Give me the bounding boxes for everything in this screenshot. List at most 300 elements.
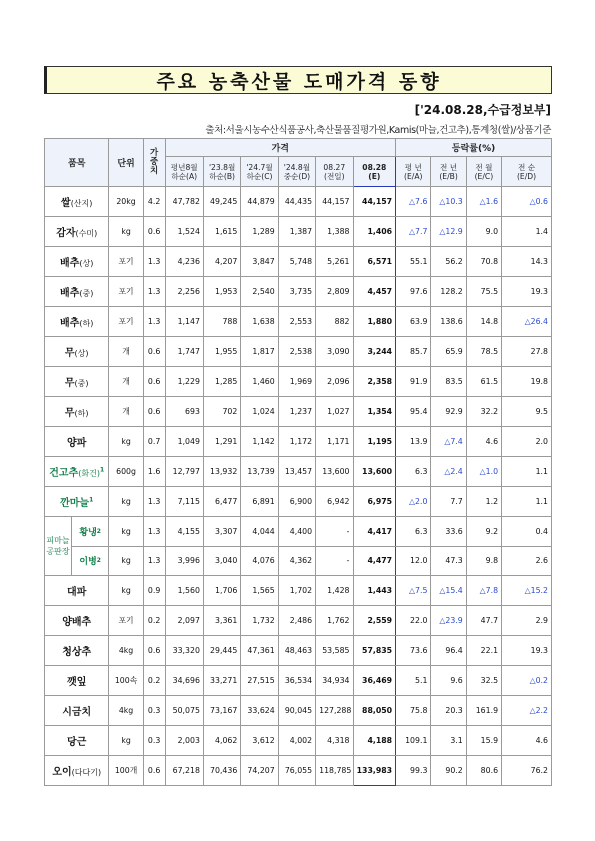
price-cell: 1,229 xyxy=(165,367,203,397)
rate-cell: 4.6 xyxy=(466,427,501,457)
price-cell: 44,879 xyxy=(241,187,278,217)
price-cell: 1,762 xyxy=(316,606,353,636)
rate-cell: 73.6 xyxy=(396,636,431,666)
rate-cell: 90.2 xyxy=(431,756,466,786)
rate-cell: 9.8 xyxy=(466,546,501,576)
header-line: 전 월 xyxy=(475,162,493,172)
price-cell: 1,237 xyxy=(278,397,315,427)
rate-cell: 14.3 xyxy=(502,247,552,277)
rate-cell: △7.5 xyxy=(396,576,431,606)
table-row xyxy=(45,636,552,666)
share-cell: 0.6 xyxy=(143,367,165,397)
rate-cell: 95.4 xyxy=(396,397,431,427)
rate-cell: 80.6 xyxy=(466,756,501,786)
price-cell: 13,600 xyxy=(353,457,396,487)
price-cell: 4,362 xyxy=(278,546,315,576)
header-line: 08.28 xyxy=(362,162,387,172)
rate-cell: △23.9 xyxy=(431,606,466,636)
price-cell: - xyxy=(316,546,353,576)
rate-cell: 91.9 xyxy=(396,367,431,397)
price-cell: 1,747 xyxy=(165,337,203,367)
price-cell: 33,624 xyxy=(241,696,278,726)
rate-cell: △15.2 xyxy=(502,576,552,606)
price-cell: 1,953 xyxy=(203,277,240,307)
share-cell: 1.3 xyxy=(143,307,165,337)
price-cell: 4,188 xyxy=(353,726,396,756)
price-cell: 1,388 xyxy=(316,217,353,247)
price-cell: 4,457 xyxy=(353,277,396,307)
table-row xyxy=(45,187,552,217)
rate-cell: △7.7 xyxy=(396,217,431,247)
item-footnote: 2 xyxy=(96,557,101,565)
price-cell: 34,696 xyxy=(165,666,203,696)
rate-cell: 4.6 xyxy=(502,726,552,756)
item-name: 이병 2 xyxy=(79,557,101,568)
share-cell: 0.6 xyxy=(143,636,165,666)
price-cell: 1,524 xyxy=(165,217,203,247)
price-cell: 1,880 xyxy=(353,307,396,337)
item-name: 무(하) xyxy=(45,397,109,427)
table-row xyxy=(45,546,552,576)
rate-cell: 19.3 xyxy=(502,636,552,666)
rate-cell: 63.9 xyxy=(396,307,431,337)
price-cell: 4,400 xyxy=(278,517,315,547)
rate-cell: △7.8 xyxy=(466,576,501,606)
rate-cell: △10.3 xyxy=(431,187,466,217)
price-cell: 13,457 xyxy=(278,457,315,487)
rate-cell: 92.9 xyxy=(431,397,466,427)
header-line: 하순(C) xyxy=(246,171,273,181)
price-cell: 1,732 xyxy=(241,606,278,636)
rate-cell: △0.6 xyxy=(502,187,552,217)
unit-cell: kg xyxy=(109,576,143,606)
price-cell: 1,706 xyxy=(203,576,240,606)
rate-cell: 32.2 xyxy=(466,397,501,427)
header-price-col xyxy=(203,157,240,187)
rate-cell: 83.5 xyxy=(431,367,466,397)
unit-cell: kg xyxy=(109,726,143,756)
rate-cell: 9.0 xyxy=(466,217,501,247)
item-footnote: 1 xyxy=(89,496,94,504)
header-line: (E/A) xyxy=(404,171,423,181)
table-row xyxy=(45,756,552,786)
rate-cell: △7.6 xyxy=(396,187,431,217)
price-cell: 882 xyxy=(316,307,353,337)
price-cell: 1,817 xyxy=(241,337,278,367)
rate-cell: 75.5 xyxy=(466,277,501,307)
header-rate-col xyxy=(466,157,501,187)
price-cell: 34,934 xyxy=(316,666,353,696)
group-label: 피마늘 공판장 xyxy=(45,517,72,575)
share-cell: 1.6 xyxy=(143,457,165,487)
price-cell: 70,436 xyxy=(203,756,240,786)
rate-cell: 2.0 xyxy=(502,427,552,457)
rate-cell: 65.9 xyxy=(431,337,466,367)
garlic-name-block xyxy=(45,517,109,576)
price-cell: 3,040 xyxy=(203,546,240,576)
table-row xyxy=(45,576,552,606)
price-cell: 6,477 xyxy=(203,487,240,517)
price-cell: 47,361 xyxy=(241,636,278,666)
share-cell: 0.6 xyxy=(143,756,165,786)
item-name: 쌀(산지) xyxy=(45,187,109,217)
table-row xyxy=(45,217,552,247)
rate-cell: 78.5 xyxy=(466,337,501,367)
rate-cell: 9.6 xyxy=(431,666,466,696)
price-cell: 76,055 xyxy=(278,756,315,786)
rate-cell: 61.5 xyxy=(466,367,501,397)
price-cell: 1,443 xyxy=(353,576,396,606)
price-cell: 3,361 xyxy=(203,606,240,636)
item-name: 당근 xyxy=(45,726,109,756)
header-line: 중순(D) xyxy=(283,171,311,181)
rate-cell: 97.6 xyxy=(396,277,431,307)
table-row xyxy=(45,666,552,696)
rate-cell: 138.6 xyxy=(431,307,466,337)
price-cell: 1,387 xyxy=(278,217,315,247)
table-row xyxy=(45,696,552,726)
price-cell: 1,955 xyxy=(203,337,240,367)
rate-cell: 19.3 xyxy=(502,277,552,307)
rate-cell: 9.2 xyxy=(466,517,501,547)
rate-cell: 47.7 xyxy=(466,606,501,636)
price-cell: 47,782 xyxy=(165,187,203,217)
price-cell: 2,256 xyxy=(165,277,203,307)
header-item: 품목 xyxy=(45,139,109,187)
item-name: 양파 xyxy=(45,427,109,457)
item-qualifier: (수미) xyxy=(75,229,98,238)
rate-cell: 128.2 xyxy=(431,277,466,307)
price-cell: 4,076 xyxy=(241,546,278,576)
price-cell: 3,847 xyxy=(241,247,278,277)
price-cell: 36,469 xyxy=(353,666,396,696)
rate-cell: 13.9 xyxy=(396,427,431,457)
rate-cell: 22.1 xyxy=(466,636,501,666)
share-cell: 0.2 xyxy=(143,606,165,636)
header-rate-group: 등락률(%) xyxy=(396,139,552,157)
price-cell: 48,463 xyxy=(278,636,315,666)
price-cell: 6,942 xyxy=(316,487,353,517)
price-cell: 2,358 xyxy=(353,367,396,397)
price-cell: 2,553 xyxy=(278,307,315,337)
price-cell: 3,735 xyxy=(278,277,315,307)
price-cell: 1,147 xyxy=(165,307,203,337)
header-line: (전일) xyxy=(324,171,345,181)
rate-cell: 6.3 xyxy=(396,457,431,487)
rate-cell: 56.2 xyxy=(431,247,466,277)
rate-cell: 3.1 xyxy=(431,726,466,756)
report-date: ['24.08.28,수급정보부] xyxy=(414,103,551,117)
price-cell: 1,142 xyxy=(241,427,278,457)
item-qualifier: (하) xyxy=(74,409,89,418)
share-cell: 1.3 xyxy=(143,517,165,547)
price-cell: 44,435 xyxy=(278,187,315,217)
price-cell: 2,486 xyxy=(278,606,315,636)
price-cell: 6,900 xyxy=(278,487,315,517)
price-cell: 2,540 xyxy=(241,277,278,307)
price-cell: 1,428 xyxy=(316,576,353,606)
price-cell: 1,027 xyxy=(316,397,353,427)
price-cell: 4,062 xyxy=(203,726,240,756)
item-name: 황냉 2 xyxy=(72,517,108,547)
table-row xyxy=(45,457,552,487)
rate-cell: △0.2 xyxy=(502,666,552,696)
price-cell: 3,307 xyxy=(203,517,240,547)
table-row xyxy=(45,487,552,517)
price-cell: 6,891 xyxy=(241,487,278,517)
rate-cell: △7.4 xyxy=(431,427,466,457)
price-cell: 1,354 xyxy=(353,397,396,427)
garlic-block xyxy=(45,517,108,575)
header-line: (E/B) xyxy=(439,171,458,181)
header-price-col xyxy=(316,157,353,187)
table-row xyxy=(45,307,552,337)
header-price-col xyxy=(165,157,203,187)
price-cell: 4,318 xyxy=(316,726,353,756)
rate-cell: △2.4 xyxy=(431,457,466,487)
price-cell: 44,157 xyxy=(353,187,396,217)
unit-cell: kg xyxy=(109,517,143,547)
price-cell: 49,245 xyxy=(203,187,240,217)
header-line: 08.27 xyxy=(323,162,346,172)
rate-cell: 96.4 xyxy=(431,636,466,666)
header-price-col xyxy=(241,157,278,187)
garlic-subitems xyxy=(72,517,108,575)
rate-cell: 75.8 xyxy=(396,696,431,726)
unit-cell: 4kg xyxy=(109,696,143,726)
rate-cell: 1.4 xyxy=(502,217,552,247)
item-footnote: 2 xyxy=(96,527,101,535)
price-cell: 1,024 xyxy=(241,397,278,427)
share-cell: 1.3 xyxy=(143,277,165,307)
table-row xyxy=(45,726,552,756)
table-row xyxy=(45,397,552,427)
table-row xyxy=(45,247,552,277)
rate-cell: 6.3 xyxy=(396,517,431,547)
unit-cell: 개 xyxy=(109,337,143,367)
price-cell: 44,157 xyxy=(316,187,353,217)
rate-cell: 55.1 xyxy=(396,247,431,277)
price-cell: 13,932 xyxy=(203,457,240,487)
rate-cell: 2.9 xyxy=(502,606,552,636)
price-cell: 1,638 xyxy=(241,307,278,337)
price-cell: 33,271 xyxy=(203,666,240,696)
price-cell: 6,975 xyxy=(353,487,396,517)
unit-cell: 개 xyxy=(109,367,143,397)
price-cell: 5,261 xyxy=(316,247,353,277)
price-cell: 57,835 xyxy=(353,636,396,666)
rate-cell: 76.2 xyxy=(502,756,552,786)
price-cell: 6,571 xyxy=(353,247,396,277)
price-cell: 74,207 xyxy=(241,756,278,786)
price-cell: 29,445 xyxy=(203,636,240,666)
unit-cell: 개 xyxy=(109,397,143,427)
price-cell: 1,969 xyxy=(278,367,315,397)
price-cell: 33,320 xyxy=(165,636,203,666)
item-name: 깐마늘$^1$ xyxy=(45,487,109,517)
price-cell: 2,097 xyxy=(165,606,203,636)
share-cell: 0.3 xyxy=(143,696,165,726)
table-row xyxy=(45,517,552,547)
header-line: 하순(A) xyxy=(171,171,198,181)
price-cell: 1,615 xyxy=(203,217,240,247)
unit-cell: 100속 xyxy=(109,666,143,696)
rate-cell: 85.7 xyxy=(396,337,431,367)
price-cell: 1,172 xyxy=(278,427,315,457)
unit-cell: 포기 xyxy=(109,277,143,307)
price-cell: 50,075 xyxy=(165,696,203,726)
price-cell: 67,218 xyxy=(165,756,203,786)
price-cell: 36,534 xyxy=(278,666,315,696)
share-cell: 0.7 xyxy=(143,427,165,457)
rate-cell: 7.7 xyxy=(431,487,466,517)
price-cell: 1,195 xyxy=(353,427,396,457)
item-qualifier: (하) xyxy=(79,319,94,328)
unit-cell: 포기 xyxy=(109,606,143,636)
header-share: 가중치 xyxy=(143,139,165,187)
item-name: 배추(중) xyxy=(45,277,109,307)
share-cell: 0.9 xyxy=(143,576,165,606)
price-cell: 90,045 xyxy=(278,696,315,726)
price-cell: 4,155 xyxy=(165,517,203,547)
price-cell: 5,748 xyxy=(278,247,315,277)
rate-cell: 2.6 xyxy=(502,546,552,576)
price-cell: 2,559 xyxy=(353,606,396,636)
price-cell: 13,739 xyxy=(241,457,278,487)
header-line: '24.8월 xyxy=(283,162,311,172)
price-cell: 1,565 xyxy=(241,576,278,606)
rate-cell: △1.6 xyxy=(466,187,501,217)
item-name: 시금치 xyxy=(45,696,109,726)
source-note: 출처:서울시농수산식품공사,축산물품질평가원,Kamis(마늘,건고추),통계청(쌀)/상품기준 xyxy=(205,125,551,136)
rate-cell: 9.5 xyxy=(502,397,552,427)
price-cell: 1,702 xyxy=(278,576,315,606)
rate-cell: 1.1 xyxy=(502,457,552,487)
price-cell: 4,236 xyxy=(165,247,203,277)
share-cell: 0.6 xyxy=(143,397,165,427)
unit-cell: 600g xyxy=(109,457,143,487)
rate-cell: 47.3 xyxy=(431,546,466,576)
rate-cell: 14.8 xyxy=(466,307,501,337)
header-line: 하순(B) xyxy=(209,171,236,181)
rate-cell: △2.0 xyxy=(396,487,431,517)
item-name: 감자(수미) xyxy=(45,217,109,247)
unit-cell: kg xyxy=(109,427,143,457)
price-cell: 3,612 xyxy=(241,726,278,756)
rate-cell: 20.3 xyxy=(431,696,466,726)
table-row xyxy=(45,277,552,307)
price-cell: 4,417 xyxy=(353,517,396,547)
price-cell: 1,171 xyxy=(316,427,353,457)
price-cell: 1,406 xyxy=(353,217,396,247)
price-cell: 4,002 xyxy=(278,726,315,756)
rate-cell: 19.8 xyxy=(502,367,552,397)
price-cell: 1,289 xyxy=(241,217,278,247)
item-name: 건고추(화건)$^1$ xyxy=(45,457,109,487)
rate-cell: 12.0 xyxy=(396,546,431,576)
price-cell: 53,585 xyxy=(316,636,353,666)
header-unit: 단위 xyxy=(109,139,143,187)
price-cell: 1,460 xyxy=(241,367,278,397)
share-cell: 0.2 xyxy=(143,666,165,696)
unit-cell: kg xyxy=(109,217,143,247)
share-cell: 0.3 xyxy=(143,726,165,756)
header-line: '23.8월 xyxy=(208,162,236,172)
rate-cell: 22.0 xyxy=(396,606,431,636)
table-row xyxy=(45,367,552,397)
item-qualifier: (화건) xyxy=(78,469,100,478)
price-cell: 127,288 xyxy=(316,696,353,726)
rate-cell: △1.0 xyxy=(466,457,501,487)
table-row xyxy=(45,337,552,367)
rate-cell: 161.9 xyxy=(466,696,501,726)
header-rate-col xyxy=(396,157,431,187)
item-qualifier: (상) xyxy=(74,349,89,358)
price-cell: 4,477 xyxy=(353,546,396,576)
price-cell: 88,050 xyxy=(353,696,396,726)
table-row xyxy=(45,427,552,457)
header-line: 평 년 xyxy=(404,162,422,172)
item-name: 양배추 xyxy=(45,606,109,636)
unit-cell: kg xyxy=(109,487,143,517)
rate-cell: 1.2 xyxy=(466,487,501,517)
item-name: 배추(상) xyxy=(45,247,109,277)
rate-cell: △2.2 xyxy=(502,696,552,726)
item-name: 무(중) xyxy=(45,367,109,397)
unit-cell: kg xyxy=(109,546,143,576)
unit-cell: 20kg xyxy=(109,187,143,217)
header-price-group: 가격 xyxy=(165,139,396,157)
header-line: (E/C) xyxy=(474,171,494,181)
header-line: (E) xyxy=(368,171,381,181)
rate-cell: 15.9 xyxy=(466,726,501,756)
rate-cell: △15.4 xyxy=(431,576,466,606)
rate-cell: 27.8 xyxy=(502,337,552,367)
rate-cell: 33.6 xyxy=(431,517,466,547)
price-cell: 788 xyxy=(203,307,240,337)
item-qualifier: (중) xyxy=(79,289,94,298)
item-qualifier: (산지) xyxy=(70,199,93,208)
price-cell: 1,285 xyxy=(203,367,240,397)
rate-cell: 32.5 xyxy=(466,666,501,696)
unit-cell: 100개 xyxy=(109,756,143,786)
price-cell: - xyxy=(316,517,353,547)
item-name: 오이(다다기) xyxy=(45,756,109,786)
header-rate-col xyxy=(431,157,466,187)
rate-cell: △12.9 xyxy=(431,217,466,247)
header-rate-col xyxy=(502,157,552,187)
share-cell: 4.2 xyxy=(143,187,165,217)
item-qualifier: (상) xyxy=(79,259,94,268)
item-footnote: 1 xyxy=(99,466,105,474)
price-cell: 3,244 xyxy=(353,337,396,367)
item-qualifier: (다다기) xyxy=(71,768,102,777)
price-cell: 2,096 xyxy=(316,367,353,397)
rate-cell: 70.8 xyxy=(466,247,501,277)
rate-cell: 99.3 xyxy=(396,756,431,786)
table-row xyxy=(45,606,552,636)
share-cell: 1.3 xyxy=(143,487,165,517)
price-cell: 7,115 xyxy=(165,487,203,517)
unit-cell: 4kg xyxy=(109,636,143,666)
price-cell: 4,207 xyxy=(203,247,240,277)
price-cell: 1,560 xyxy=(165,576,203,606)
price-cell: 133,983 xyxy=(353,756,396,786)
rate-cell: 109.1 xyxy=(396,726,431,756)
share-cell: 1.3 xyxy=(143,546,165,576)
unit-cell: 포기 xyxy=(109,247,143,277)
item-qualifier: (중) xyxy=(74,379,89,388)
